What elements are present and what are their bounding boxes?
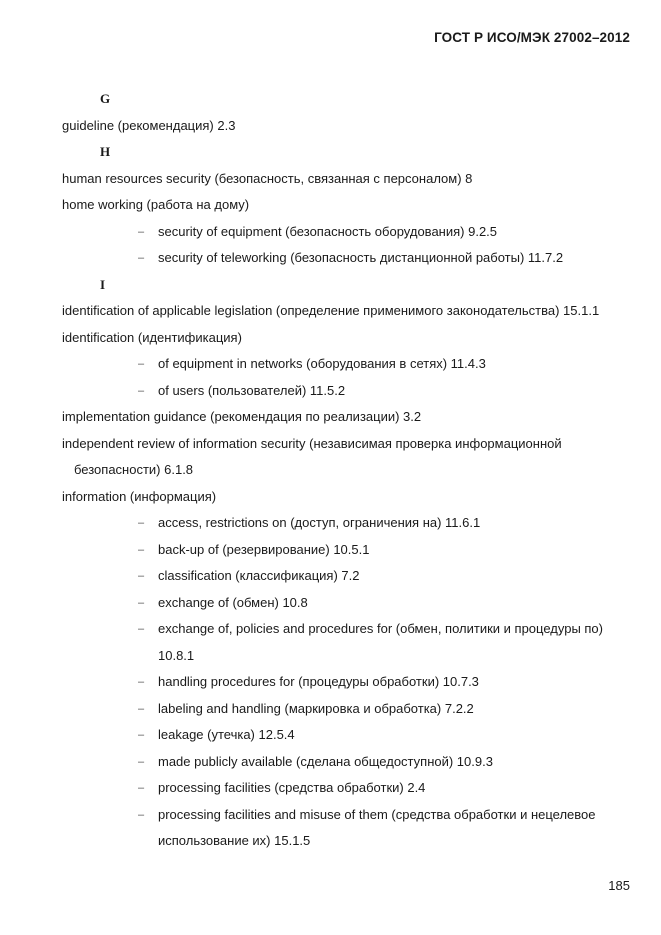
index-content [62,86,630,855]
index-entry [62,166,630,193]
index-entry-text: guideline (рекомендация) 2.3 [62,117,236,133]
index-entry-text: human resources security (безопасность, связанная с персоналом) 8 [62,170,473,186]
index-entry-continuation: безопасности) 6.1.8 [74,462,194,477]
dash-marker: – [138,225,145,238]
dash-marker: – [138,384,145,397]
index-entry-text: identification of applicable legislation (определение применимого законодательства) 15.1.1 [62,303,600,318]
dash-marker: – [138,702,145,715]
index-entry [62,484,630,511]
index-subentry-text: exchange of, policies and procedures for (обмен, политики и процедуры по) [158,621,603,636]
index-entry [62,325,630,352]
index-subentry-text: leakage (утечка) 12.5.4 [158,727,295,742]
index-subentry [62,775,630,802]
dash-marker: – [138,808,145,821]
index-subentry-text: processing facilities (средства обработки) 2.4 [158,780,426,795]
index-subentry-continuation: 10.8.1 [158,647,195,663]
index-subentry-text: made publicly available (сделана общедоступной) 10.9.3 [158,753,493,769]
index-subentry [62,351,630,378]
index-entry-text: identification (идентификация) [62,329,242,345]
dash-marker: – [138,252,145,264]
index-subentry-text: classification (классификация) 7.2 [158,568,360,583]
index-subentry [62,510,630,537]
dash-marker: – [138,623,145,635]
index-subentry [62,563,630,590]
index-subentry-text: back-up of (резервирование) 10.5.1 [158,541,370,557]
dash-marker: – [138,676,145,688]
dash-marker: – [138,543,145,556]
index-subentry-text: labeling and handling (маркировка и обработка) 7.2.2 [158,700,474,716]
index-subentry-text: of users (пользователей) 11.5.2 [158,382,346,398]
index-subentry [62,669,630,696]
index-subentry-text: access, restrictions on (доступ, ограничения на) 11.6.1 [158,515,481,530]
index-entry-text: independent review of information security (независимая проверка информационной [62,435,562,451]
dash-marker: – [138,729,145,741]
index-entry [62,192,630,219]
index-subentry-continuation: использование их) 15.1.5 [158,833,311,848]
index-subentry [62,245,630,272]
section-letter: G [100,91,111,106]
index-entry-text: home working (работа на дому) [62,197,250,212]
index-subentry-text: handling procedures for (процедуры обработки) 10.7.3 [158,674,479,689]
index-subentry-text: of equipment in networks (оборудования в сетях) 11.4.3 [158,356,486,371]
page-number: 185 [608,878,630,893]
index-subentry [62,696,630,723]
index-subentry-text: security of teleworking (безопасность дистанционной работы) 11.7.2 [158,250,564,265]
index-entry [62,113,630,140]
index-subentry-text: processing facilities and misuse of them (средства обработки и нецелевое [158,806,596,822]
section-letter: I [100,276,106,292]
index-subentry [62,802,630,855]
index-subentry [62,219,630,246]
index-entry [62,298,630,325]
dash-marker: – [138,755,145,768]
document-header: ГОСТ Р ИСО/МЭК 27002–2012 [434,30,630,45]
dash-marker: – [138,517,145,529]
index-subentry-text: security of equipment (безопасность оборудования) 9.2.5 [158,223,498,239]
index-entry-text: information (информация) [62,488,217,504]
index-subentry [62,537,630,564]
dash-marker: – [138,782,145,794]
index-subentry [62,616,630,669]
index-subentry [62,590,630,617]
index-subentry [62,378,630,405]
index-subentry-text: exchange of (обмен) 10.8 [158,594,308,610]
section-letter: H [100,144,111,159]
index-entry [62,404,630,431]
dash-marker: – [138,358,145,370]
index-subentry [62,722,630,749]
dash-marker: – [138,570,145,582]
index-entry [62,431,630,484]
dash-marker: – [138,596,145,609]
index-entry-text: implementation guidance (рекомендация по реализации) 3.2 [62,409,422,424]
index-subentry [62,749,630,776]
